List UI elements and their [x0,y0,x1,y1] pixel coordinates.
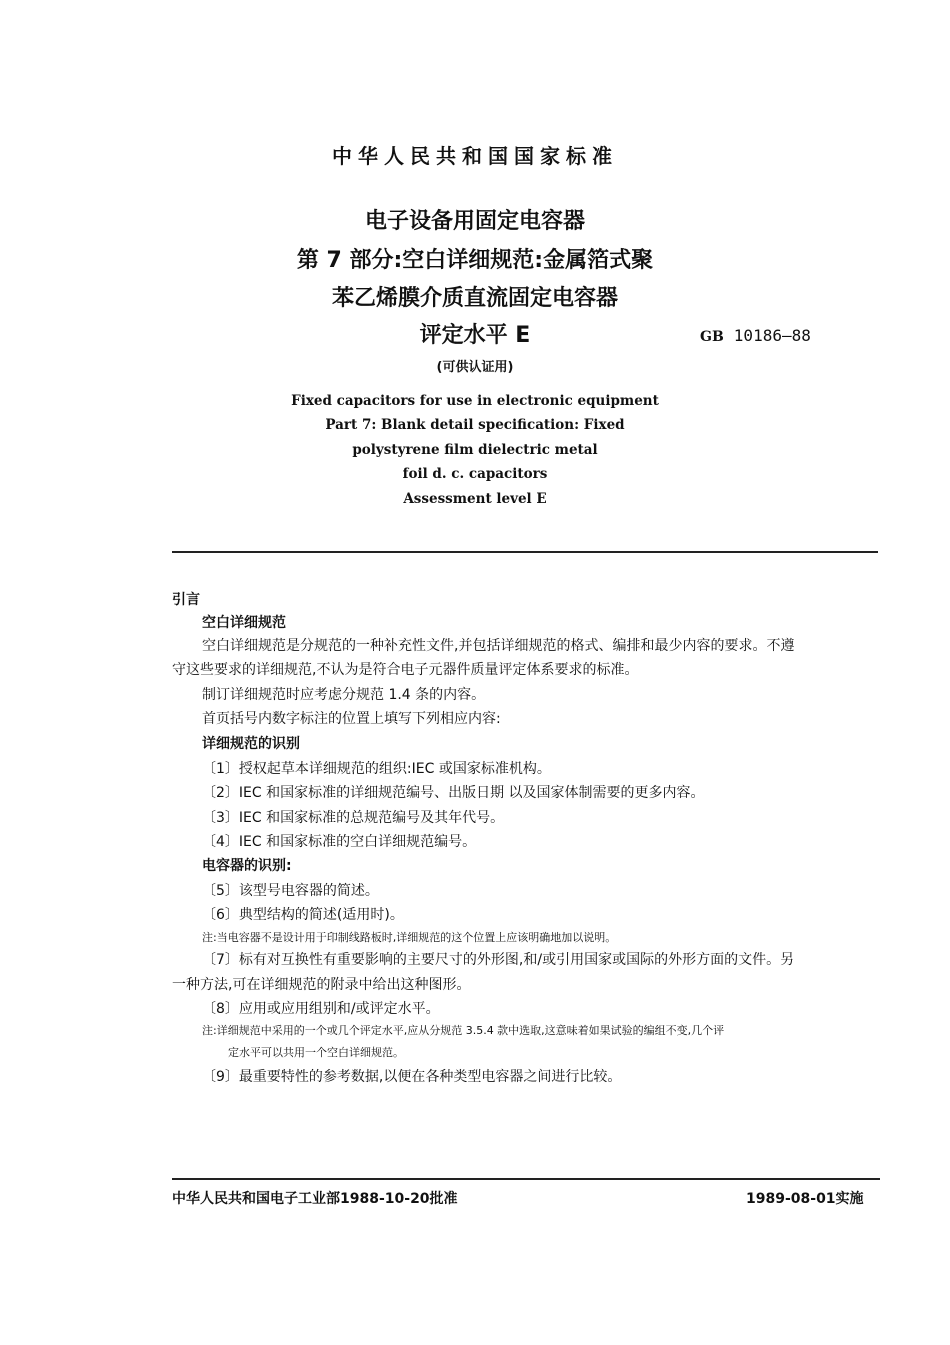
item-8: 〔8〕应用或应用组别和/或评定水平。 [202,1001,440,1017]
standard-code: 10186—88 [733,326,811,345]
intro-heading: 引言 [172,592,200,608]
capacitor-id-heading: 电容器的识别: [202,858,292,874]
item-7-line1: 〔7〕标有对互换性有重要影响的主要尺寸的外形图,和/或引用国家或国际的外形方面的文件。另 [202,952,795,968]
para1-line2: 守这些要求的详细规范,不认为是符合电子元器件质量评定体系要求的标准。 [172,662,639,678]
title-cn-certification-note: (可供认证用) [436,360,514,375]
item-6: 〔6〕典型结构的简述(适用时)。 [202,907,404,923]
title-en-line4: foil d. c. capacitors [402,466,548,482]
item-3: 〔3〕IEC 和国家标准的总规范编号及其年代号。 [202,810,505,826]
effective-date: 1989-08-01实施 [746,1191,864,1207]
title-en-line2: Part 7: Blank detail specification: Fixed [325,417,625,433]
title-cn-line3: 苯乙烯膜介质直流固定电容器 [331,286,618,311]
note-2-line2: 定水平可以共用一个空白详细规范。 [228,1046,404,1059]
standard-number [700,326,811,345]
title-cn-line2: 第 7 部分:空白详细规范:金属箔式聚 [296,248,654,273]
item-7-line2: 一种方法,可在详细规范的附录中给出这种图形。 [172,977,471,993]
title-cn-line1: 电子设备用固定电容器 [364,209,585,234]
title-cn-line4: 评定水平 E [419,323,531,348]
item-4: 〔4〕IEC 和国家标准的空白详细规范编号。 [202,834,477,850]
item-1: 〔1〕授权起草本详细规范的组织:IEC 或国家标准机构。 [202,761,551,777]
para3: 首页括号内数字标注的位置上填写下列相应内容: [202,711,501,727]
top-divider [172,551,878,553]
title-en-line5: Assessment level E [403,491,547,507]
detail-spec-id-heading: 详细规范的识别 [202,736,300,752]
item-5: 〔5〕该型号电容器的简述。 [202,883,379,899]
item-9: 〔9〕最重要特性的参考数据,以便在各种类型电容器之间进行比较。 [202,1069,622,1085]
bottom-divider [172,1178,880,1180]
national-standard-header: 中华人民共和国国家标准 [332,144,618,168]
approval-line: 中华人民共和国电子工业部1988-10-20批准 [172,1191,458,1207]
standard-prefix: GB [700,329,724,345]
blank-spec-heading: 空白详细规范 [202,615,286,631]
note-2-line1: 注:详细规范中采用的一个或几个评定水平,应从分规范 3.5.4 款中选取,这意味着如果试验的编组不变,几个评 [202,1024,725,1037]
para2: 制订详细规范时应考虑分规范 1.4 条的内容。 [202,687,486,703]
para1-line1: 空白详细规范是分规范的一种补充性文件,并包括详细规范的格式、编排和最少内容的要求。不遵 [202,638,795,654]
note-1: 注:当电容器不是设计用于印制线路板时,详细规范的这个位置上应该明确地加以说明。 [202,931,617,944]
item-2: 〔2〕IEC 和国家标准的详细规范编号、出版日期 以及国家体制需要的更多内容。 [202,785,705,801]
title-en-line3: polystyrene film dielectric metal [352,442,598,458]
title-en-line1: Fixed capacitors for use in electronic equipment [291,393,659,409]
